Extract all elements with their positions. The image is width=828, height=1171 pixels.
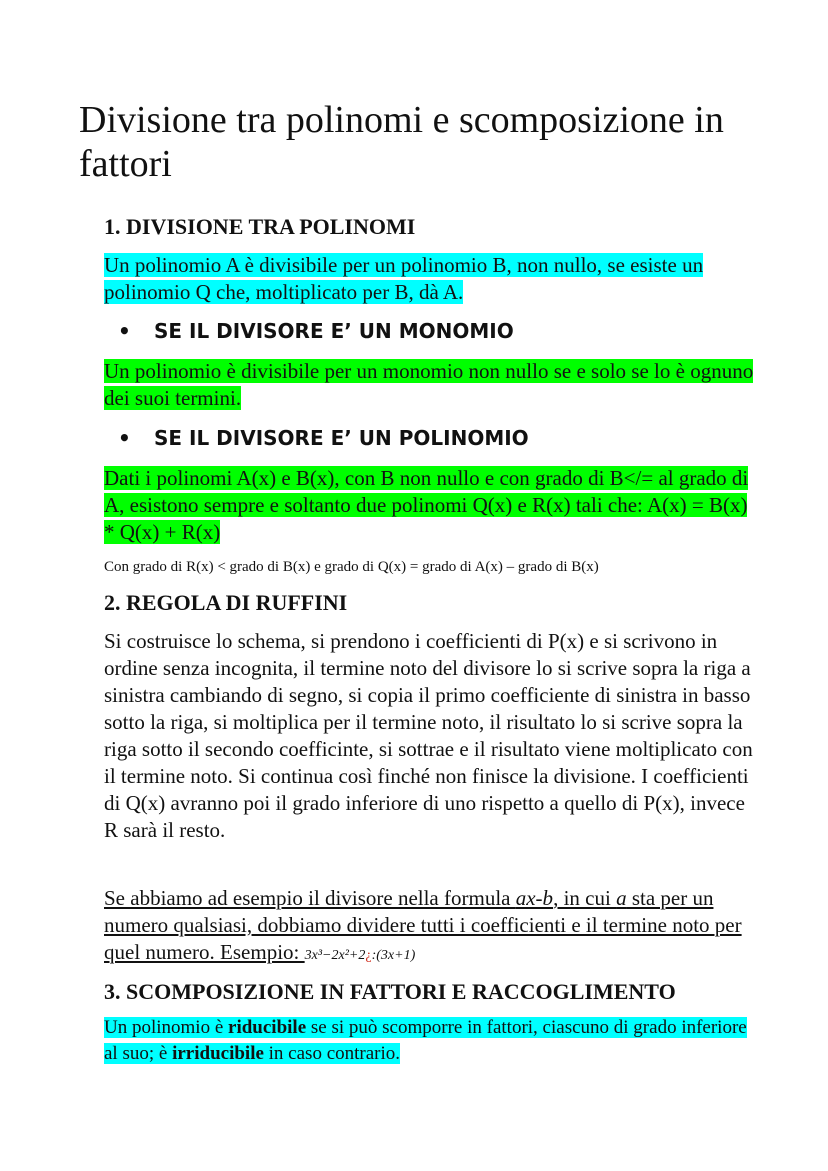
- polynomial-rule-highlight: Dati i polinomi A(x) e B(x), con B non nullo e con grado di B</= al grado di A, esistono sempre e soltanto due polinomi Q(x) e R(x) tali che: A(x) = B(x) * Q(x) + R(x): [104, 466, 749, 544]
- reducible-definition: [104, 1015, 754, 1067]
- section-2-title: REGOLA DI RUFFINI: [126, 590, 348, 615]
- section-1-title: DIVISIONE TRA POLINOMI: [126, 214, 416, 239]
- monomial-rule: [104, 358, 754, 412]
- example-text-a: Se abbiamo ad esempio il divisore nella formula: [104, 886, 516, 910]
- formula-glyph: ¿: [365, 948, 372, 963]
- section-3-title: SCOMPOSIZIONE IN FATTORI E RACCOGLIMENTO: [126, 979, 676, 1004]
- section-2-heading: [104, 590, 347, 616]
- reducible-term: riducibile: [228, 1017, 307, 1038]
- section-3-number: 3.: [104, 979, 121, 1004]
- ruffini-explanation: Si costruisce lo schema, si prendono i coefficienti di P(x) e si scrivono in ordine senza incognita, il termine noto del divisore lo si scrive sopra la riga a sinistra cambiando di segno, si copia il primo coefficiente di sinistra in basso sotto la riga, si moltiplica per il termine noto, il risultato lo si scrive sopra la riga sotto il secondo coefficinte, si sottrae e il risultato viene moltiplicato con il termine noto. Si continua così finché non finisce la divisione. I coefficienti di Q(x) avranno poi il grado inferiore di uno rispetto a quello di P(x), invece R sarà il resto.: [104, 629, 753, 842]
- page-title: Divisione tra polinomi e scomposizione in fattori: [79, 99, 724, 185]
- example-text-c: sta per un numero qualsiasi, dobbiamo dividere tutti i coefficienti e il termine noto per quel numero. Esempio:: [104, 886, 742, 964]
- definition-highlight: Un polinomio A è divisibile per un polinomio B, non nullo, se esiste un polinomio Q che, moltiplicato per B, dà A.: [104, 253, 704, 304]
- example-a-variable: a: [616, 886, 627, 910]
- monomial-rule-highlight: Un polinomio è divisibile per un monomio non nullo se e solo se lo è ognuno dei suoi termini.: [104, 359, 754, 410]
- ruffini-example: [104, 885, 754, 969]
- section-1-heading: [104, 214, 415, 240]
- example-formula: [305, 942, 416, 969]
- bullet-dot-icon: •: [118, 426, 131, 450]
- formula-part-1: 3x³−2x²+2: [304, 948, 366, 963]
- bullet-monomial-label: SE IL DIVISORE E’ UN MONOMIO: [154, 319, 514, 343]
- section-2-number: 2.: [104, 590, 121, 615]
- bullet-dot-icon: •: [118, 319, 131, 343]
- reducible-text-a: Un polinomio è: [104, 1017, 229, 1038]
- reducible-text-b: se si può scomporre in fattori, ciascuno di grado inferiore al suo; è: [104, 1017, 747, 1064]
- reducible-text-c: in caso contrario.: [263, 1043, 401, 1064]
- example-formula-variable: ax-b: [515, 886, 554, 910]
- example-text-b: , in cui: [553, 886, 617, 910]
- polynomial-rule: [104, 465, 754, 546]
- polynomial-division-definition: [104, 252, 754, 306]
- irreducible-term: irriducibile: [172, 1043, 264, 1064]
- section-3-heading: [104, 979, 676, 1005]
- section-1-number: 1.: [104, 214, 121, 239]
- degree-note: Con grado di R(x) < grado di B(x) e grado di Q(x) = grado di A(x) – grado di B(x): [104, 559, 599, 575]
- bullet-polynomial-label: SE IL DIVISORE E’ UN POLINOMIO: [154, 426, 529, 450]
- bullet-polynomial-divisor: [118, 425, 529, 451]
- formula-part-2: :(3x+1): [371, 948, 416, 963]
- bullet-monomial-divisor: [118, 318, 514, 344]
- reducible-highlight: [104, 1017, 747, 1064]
